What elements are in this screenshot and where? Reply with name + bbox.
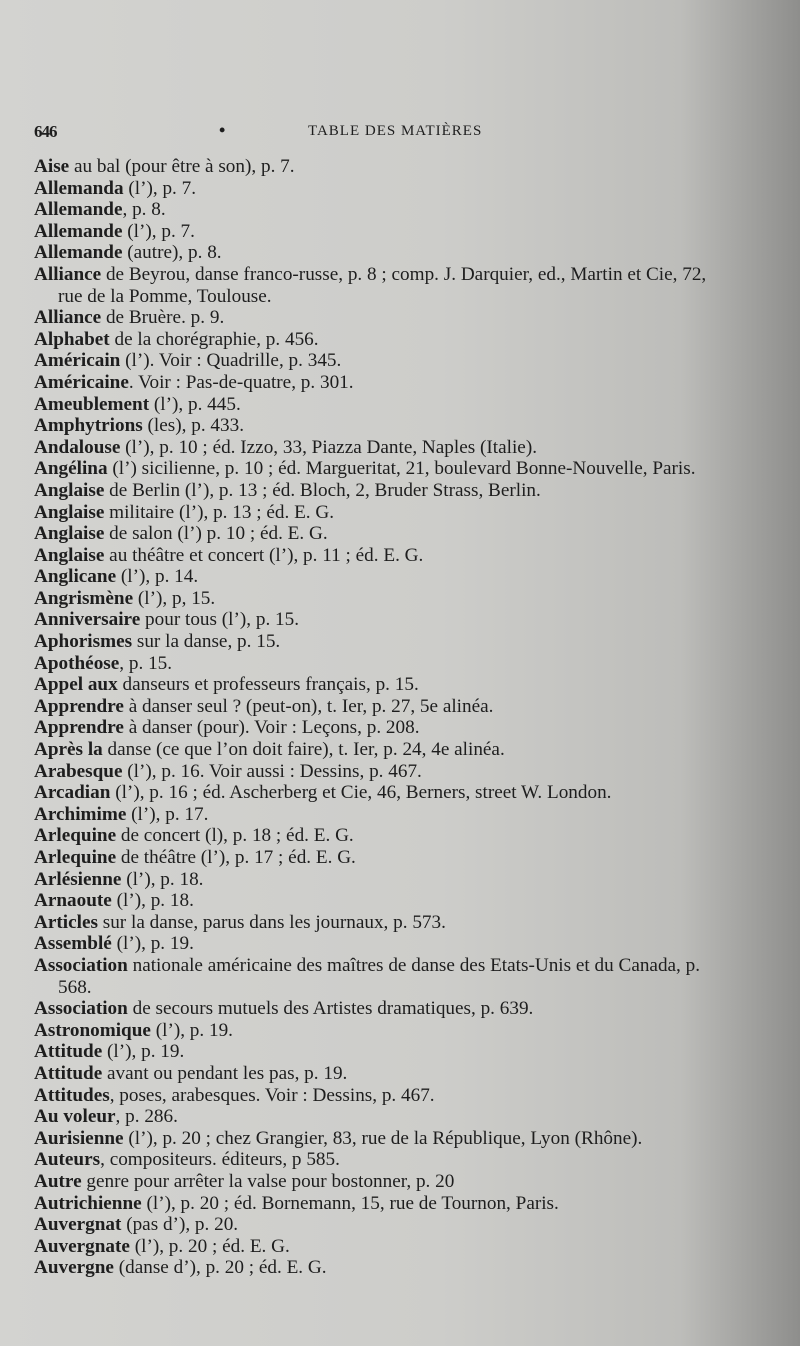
index-entry: [34, 890, 734, 912]
index-entry: [34, 480, 734, 502]
index-entry: [34, 350, 734, 372]
entry-headword: Articles: [34, 911, 98, 933]
entry-headword: Alliance: [34, 307, 102, 329]
index-entry: [34, 933, 734, 955]
index-entry: [34, 588, 734, 610]
index-entry: [34, 1063, 734, 1085]
entry-text: (l’), p. 18.: [121, 868, 204, 890]
entry-headword: Autre: [34, 1170, 82, 1192]
index-entry: [34, 178, 734, 200]
index-entry: [34, 156, 734, 178]
entry-headword: Arlésienne: [34, 868, 122, 890]
entry-headword: Auvergnat: [34, 1214, 122, 1236]
entry-headword: Anglaise: [34, 479, 105, 501]
entry-text: (l’), p. 19.: [150, 1019, 233, 1041]
index-entry: [34, 1236, 734, 1258]
index-entry: [34, 782, 734, 804]
entry-headword: Attitude: [34, 1062, 103, 1084]
index-entry: [34, 502, 734, 524]
entry-text: genre pour arrêter la valse pour bostonner, p. 20: [81, 1170, 455, 1192]
entry-headword: Association: [34, 998, 128, 1020]
entry-text: (l’), p, 15.: [133, 587, 216, 609]
entry-text: (l’) sicilienne, p. 10 ; éd. Margueritat, 21, boulevard Bonne-Nouvelle, Paris.: [107, 458, 696, 480]
index-entry: [34, 998, 734, 1020]
entry-headword: Arlequine: [34, 825, 117, 847]
page-number: 646: [34, 122, 57, 141]
index-entry: [34, 199, 734, 221]
index-entry: [34, 545, 734, 567]
entry-text: (l’), p. 16 ; éd. Ascherberg et Cie, 46, Berners, street W. London.: [110, 782, 612, 804]
index-entry: [34, 242, 734, 264]
entry-text: (l’), p. 10 ; éd. Izzo, 33, Piazza Dante, Naples (Italie).: [120, 436, 538, 458]
index-entry: [34, 1257, 734, 1279]
entry-headword: Amphytrions: [34, 415, 143, 437]
index-entry: [34, 825, 734, 847]
index-entry: [34, 566, 734, 588]
index-entry: [34, 264, 734, 307]
entry-headword: Allemande: [34, 242, 123, 264]
entry-headword: Anglaise: [34, 523, 105, 545]
entry-headword: Anglicane: [34, 566, 117, 588]
index-entry: [34, 1041, 734, 1063]
entry-text: (l’), p. 18.: [111, 890, 194, 912]
index-entry: [34, 523, 734, 545]
index-entry: [34, 415, 734, 437]
entry-headword: Attitude: [34, 1041, 103, 1063]
entry-text: pour tous (l’), p. 15.: [140, 609, 300, 631]
entry-text: (pas d’), p. 20.: [121, 1214, 239, 1236]
entry-headword: Allemande: [34, 220, 123, 242]
entry-headword: Angélina: [34, 458, 108, 480]
entry-headword: Arcadian: [34, 782, 111, 804]
entry-text: (l’). Voir : Quadrille, p. 345.: [120, 350, 342, 372]
entry-text: . Voir : Pas-de-quatre, p. 301.: [128, 371, 354, 393]
header-separator: •: [219, 120, 226, 140]
entry-text: militaire (l’), p. 13 ; éd. E. G.: [104, 501, 335, 523]
entry-text: , p. 286.: [115, 1106, 178, 1128]
index-entry: [34, 912, 734, 934]
index-entry: [34, 1193, 734, 1215]
entry-text: de Bruère. p. 9.: [101, 307, 225, 329]
entry-text: danseurs et professeurs français, p. 15.: [117, 674, 419, 696]
entry-headword: Aurisienne: [34, 1127, 124, 1149]
index-entry: [34, 307, 734, 329]
entry-headword: Attitudes: [34, 1084, 110, 1106]
index-entry: [34, 761, 734, 783]
entry-headword: Américain: [34, 350, 121, 372]
index-entry: [34, 221, 734, 243]
entry-headword: Anglaise: [34, 544, 105, 566]
index-entry: [34, 804, 734, 826]
index-entry: [34, 696, 734, 718]
entry-headword: Astronomique: [34, 1019, 151, 1041]
entry-text: de concert (l), p. 18 ; éd. E. G.: [116, 825, 354, 847]
entry-text: , compositeurs. éditeurs, p 585.: [100, 1149, 340, 1171]
index-entry: [34, 1128, 734, 1150]
index-entry: [34, 394, 734, 416]
entry-headword: Anglaise: [34, 501, 105, 523]
entry-text: de théâtre (l’), p. 17 ; éd. E. G.: [116, 847, 356, 868]
entry-text: (l’), p. 16. Voir aussi : Dessins, p. 467.: [122, 760, 422, 782]
entry-text: danse (ce que l’on doit faire), t. Ier, p. 24, 4e alinéa.: [102, 739, 505, 761]
index-entry: [34, 674, 734, 696]
index-entry: [34, 1085, 734, 1107]
entry-text: avant ou pendant les pas, p. 19.: [102, 1062, 348, 1084]
entry-text: de secours mutuels des Artistes dramatiques, p. 639.: [127, 998, 534, 1020]
entry-text: (danse d’), p. 20 ; éd. E. G.: [113, 1257, 327, 1279]
entry-text: de Berlin (l’), p. 13 ; éd. Bloch, 2, Bruder Strass, Berlin.: [104, 479, 541, 501]
entry-text: à danser seul ? (peut-on), t. Ier, p. 27, 5e alinéa.: [123, 695, 494, 717]
entry-headword: Arlequine: [34, 847, 117, 868]
entry-text: (l’), p. 7.: [123, 177, 197, 199]
index-entry: [34, 329, 734, 351]
index-entry: [34, 739, 734, 761]
entry-headword: Auteurs: [34, 1149, 101, 1171]
entry-headword: Assemblé: [34, 933, 112, 955]
entry-headword: Auvergne: [34, 1257, 114, 1279]
index-entry: [34, 372, 734, 394]
entry-headword: Aphorismes: [34, 631, 133, 653]
entry-text: (l’), p. 20 ; chez Grangier, 83, rue de la République, Lyon (Rhône).: [123, 1127, 643, 1149]
entry-headword: Allemande: [34, 199, 123, 221]
entry-text: , p. 15.: [119, 652, 173, 674]
entry-headword: Association: [34, 954, 128, 976]
entry-text: (l’), p. 14.: [116, 566, 199, 588]
entry-headword: Apprendre: [34, 717, 124, 739]
entry-headword: Ameublement: [34, 393, 150, 415]
entry-headword: Angrismène: [34, 587, 134, 609]
entry-text: sur la danse, parus dans les journaux, p. 573.: [97, 911, 446, 933]
entry-headword: Autrichienne: [34, 1192, 142, 1214]
index-entry: [34, 955, 734, 998]
entry-headword: Arabesque: [34, 760, 123, 782]
entry-headword: Appel aux: [34, 674, 118, 696]
entry-text: sur la danse, p. 15.: [132, 631, 281, 653]
entry-text: (l’), p. 445.: [149, 393, 241, 415]
entry-text: (l’), p. 20 ; éd. E. G.: [129, 1235, 290, 1257]
index-entry: [34, 1020, 734, 1042]
index-entry: [34, 869, 734, 891]
index-entry: [34, 1149, 734, 1171]
entry-headword: Alphabet: [34, 328, 110, 350]
entry-headword: Auvergnate: [34, 1235, 130, 1257]
index-entry: [34, 847, 734, 869]
entry-text: nationale américaine des maîtres de danse des Etats-Unis et du Canada, p. 568.: [58, 954, 701, 998]
entry-headword: Aise: [34, 156, 70, 177]
index-entry: [34, 1106, 734, 1128]
entry-text: au bal (pour être à son), p. 7.: [69, 156, 295, 177]
entry-headword: Après la: [34, 739, 103, 761]
entry-text: , p. 8.: [122, 199, 166, 221]
entry-headword: Allemanda: [34, 177, 124, 199]
index-entry: [34, 1214, 734, 1236]
index-entry: [34, 631, 734, 653]
entry-text: à danser (pour). Voir : Leçons, p. 208.: [123, 717, 420, 739]
entry-text: (l’), p. 19.: [102, 1041, 185, 1063]
entry-headword: Archimime: [34, 803, 127, 825]
index-entries: [34, 156, 734, 1279]
entry-text: (autre), p. 8.: [122, 242, 222, 264]
entry-text: (l’), p. 20 ; éd. Bornemann, 15, rue de Tournon, Paris.: [141, 1192, 559, 1214]
entry-text: (l’), p. 7.: [122, 220, 195, 242]
entry-headword: Américaine: [34, 371, 129, 393]
entry-headword: Arnaoute: [34, 890, 112, 912]
index-entry: [34, 458, 734, 480]
index-entry: [34, 717, 734, 739]
entry-headword: Au voleur: [34, 1106, 116, 1128]
entry-text: de salon (l’) p. 10 ; éd. E. G.: [104, 523, 328, 545]
index-entry: [34, 437, 734, 459]
index-entry: [34, 653, 734, 675]
entry-headword: Anniversaire: [34, 609, 141, 631]
entry-headword: Apprendre: [34, 695, 124, 717]
entry-headword: Apothéose: [34, 652, 120, 674]
entry-headword: Andalouse: [34, 436, 121, 458]
page-header: [34, 118, 734, 148]
entry-text: au théâtre et concert (l’), p. 11 ; éd. E. G.: [104, 544, 424, 566]
entry-text: (les), p. 433.: [142, 415, 244, 437]
index-entry: [34, 609, 734, 631]
index-entry: [34, 1171, 734, 1193]
entry-headword: Alliance: [34, 263, 102, 285]
page-title: TABLE DES MATIÈRES: [308, 123, 483, 139]
entry-text: , poses, arabesques. Voir : Dessins, p. 467.: [109, 1084, 435, 1106]
entry-text: (l’), p. 19.: [111, 933, 194, 955]
entry-text: de la chorégraphie, p. 456.: [109, 328, 319, 350]
entry-text: de Beyrou, danse franco-russe, p. 8 ; comp. J. Darquier, ed., Martin et Cie, 72, rue de la Pomme, Toulouse.: [58, 263, 707, 307]
entry-text: (l’), p. 17.: [126, 803, 209, 825]
